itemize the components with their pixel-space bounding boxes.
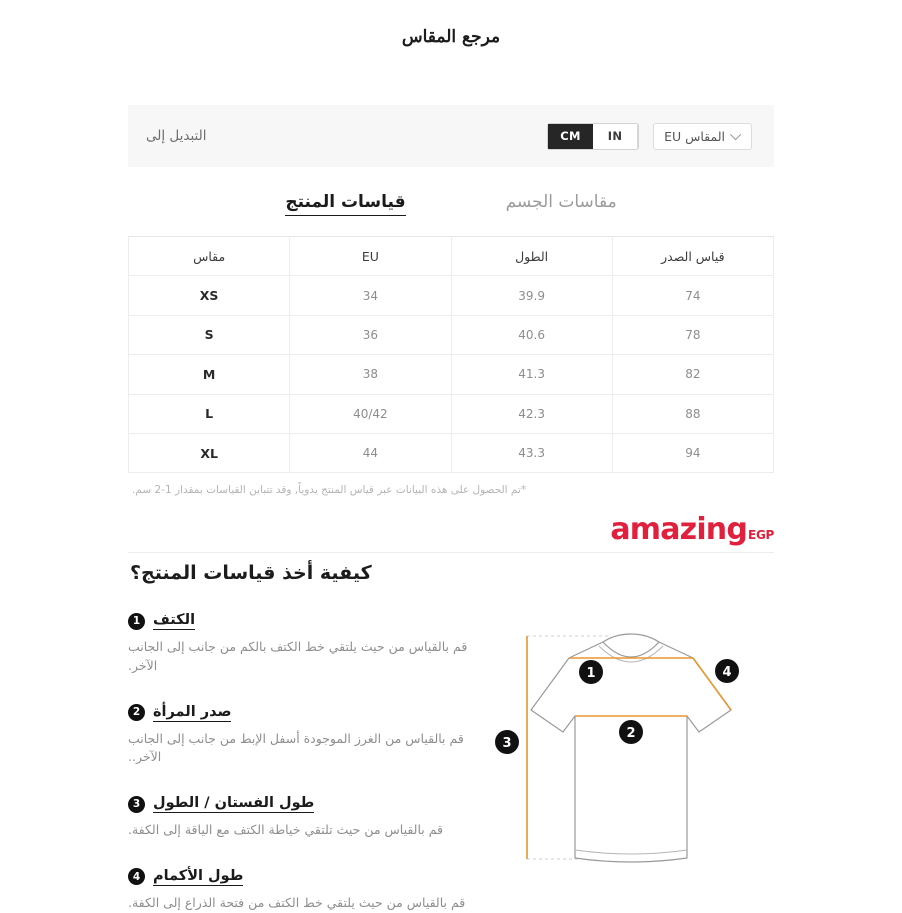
tab-product-measurements[interactable]: قياسات المنتج bbox=[285, 192, 405, 216]
title-bar bbox=[0, 0, 902, 47]
cell-size: XL bbox=[129, 433, 290, 472]
cell-chest: 78 bbox=[612, 315, 773, 354]
cell-length: 40.6 bbox=[451, 315, 612, 354]
unit-button-in[interactable]: IN bbox=[593, 124, 638, 149]
table-body bbox=[129, 276, 774, 473]
unit-toolbar bbox=[128, 105, 774, 167]
how-to-measure-body bbox=[128, 592, 774, 913]
table-row bbox=[129, 355, 774, 394]
cell-size: L bbox=[129, 394, 290, 433]
measurement-disclaimer: *تم الحصول على هذه البيانات عبر قياس المنتج يدوياً, وقد تتباين القياسات بمقدار 1-2 سم. bbox=[132, 484, 527, 496]
measure-steps-list bbox=[128, 592, 488, 913]
step-description: قم بالقياس من الغرز الموجودة أسفل الإبط من جانب إلى الجانب الآخر.. bbox=[128, 730, 464, 765]
measurement-tabs bbox=[128, 192, 774, 216]
column-header-size: مقاس bbox=[129, 237, 290, 276]
diagram-marker-4-label: 4 bbox=[722, 665, 732, 680]
table-row bbox=[129, 315, 774, 354]
cell-length: 43.3 bbox=[451, 433, 612, 472]
chevron-down-icon bbox=[730, 129, 741, 140]
tshirt-measurement-diagram bbox=[491, 614, 771, 884]
cell-eu: 40/42 bbox=[290, 394, 451, 433]
size-chart-table bbox=[128, 236, 774, 473]
table-row bbox=[129, 276, 774, 315]
amazing-logo bbox=[610, 512, 774, 547]
cell-length: 41.3 bbox=[451, 355, 612, 394]
step-description: قم بالقياس من حيث تلتقي خياطة الكتف مع الياقة إلى الكفة. bbox=[128, 822, 444, 837]
step-description: قم بالقياس من حيث يلتقي خط الكتف بالكم من جانب إلى الجانب الآخر. bbox=[128, 639, 468, 673]
cell-size: S bbox=[129, 315, 290, 354]
cell-length: 39.9 bbox=[451, 276, 612, 315]
cell-eu: 44 bbox=[290, 433, 451, 472]
column-header-chest: قياس الصدر bbox=[612, 237, 773, 276]
step-number-badge: 4 bbox=[128, 868, 145, 885]
diagram-marker-1-label: 1 bbox=[586, 666, 596, 681]
step-number-badge: 2 bbox=[128, 704, 145, 721]
step-title: طول الأكمام bbox=[153, 867, 244, 884]
tshirt-body-outline bbox=[531, 642, 731, 862]
unit-toggle-group[interactable] bbox=[547, 123, 639, 150]
unit-button-cm[interactable]: CM bbox=[548, 124, 593, 149]
measure-step-length bbox=[128, 795, 488, 840]
brand-logo-row bbox=[128, 508, 774, 552]
section-divider bbox=[128, 552, 774, 553]
column-header-eu: EU bbox=[290, 237, 451, 276]
diagram-marker-2-label: 2 bbox=[626, 726, 636, 741]
size-system-select[interactable] bbox=[653, 123, 752, 150]
step-header bbox=[128, 612, 488, 630]
table-header-row bbox=[129, 237, 774, 276]
step-number-badge: 3 bbox=[128, 796, 145, 813]
cell-chest: 74 bbox=[612, 276, 773, 315]
size-system-value: المقاس EU bbox=[664, 128, 725, 144]
toolbar-controls bbox=[547, 123, 752, 150]
cell-chest: 94 bbox=[612, 433, 773, 472]
step-description: قم بالقياس من حيث يلتقي خط الكتف من فتحة الذراع إلى الكفة. bbox=[128, 894, 466, 910]
measure-step-bust bbox=[128, 704, 488, 768]
measure-step-sleeve bbox=[128, 868, 488, 913]
step-title: طول الفستان / الطول bbox=[153, 795, 315, 811]
table-row bbox=[129, 433, 774, 472]
how-to-measure-title: كيفية أخذ قياسات المنتج؟ bbox=[130, 562, 372, 584]
diagram-marker-4 bbox=[715, 659, 739, 683]
diagram-marker-2 bbox=[619, 720, 643, 744]
logo-suffix: EGP bbox=[748, 528, 774, 542]
table-row bbox=[129, 394, 774, 433]
step-header bbox=[128, 704, 488, 722]
step-title: صدر المرأة bbox=[153, 703, 232, 720]
table-header bbox=[129, 237, 774, 276]
how-to-measure-section bbox=[128, 556, 774, 913]
cell-chest: 82 bbox=[612, 355, 773, 394]
cell-length: 42.3 bbox=[451, 394, 612, 433]
tshirt-diagram-wrap bbox=[488, 592, 774, 884]
page-title: مرجع المقاس bbox=[401, 27, 501, 47]
cell-size: XS bbox=[129, 276, 290, 315]
step-header bbox=[128, 795, 488, 813]
measure-step-shoulder bbox=[128, 612, 488, 676]
tab-body-measurements[interactable]: مقاسات الجسم bbox=[505, 192, 617, 212]
switch-to-label: التبديل إلى bbox=[146, 128, 207, 144]
step-number-badge: 1 bbox=[128, 613, 145, 630]
diagram-marker-1 bbox=[579, 660, 603, 684]
cell-size: M bbox=[129, 355, 290, 394]
cell-eu: 38 bbox=[290, 355, 451, 394]
cell-eu: 34 bbox=[290, 276, 451, 315]
logo-wordmark: amazing bbox=[610, 512, 748, 547]
diagram-marker-3 bbox=[495, 730, 519, 754]
step-title: الكتف bbox=[153, 612, 196, 628]
step-header bbox=[128, 868, 488, 886]
cell-chest: 88 bbox=[612, 394, 773, 433]
column-header-length: الطول bbox=[451, 237, 612, 276]
diagram-marker-3-label: 3 bbox=[502, 736, 512, 751]
cell-eu: 36 bbox=[290, 315, 451, 354]
